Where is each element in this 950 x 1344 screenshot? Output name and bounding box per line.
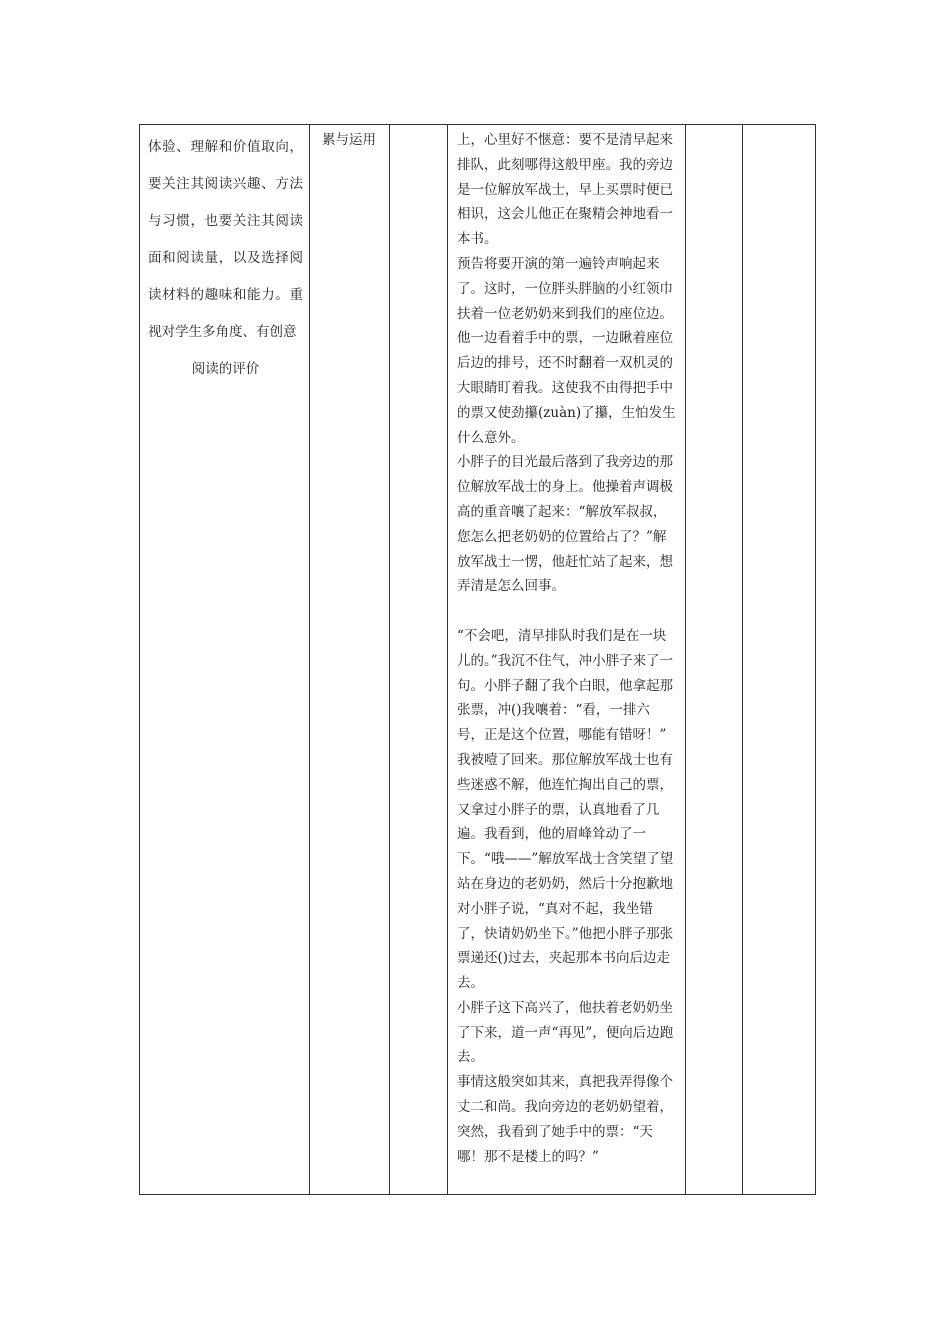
story-paragraph-1: 上，心里好不惬意：要不是清早起来排队，此刻哪得这般甲座。我的旁边是一位解放军战士，早上买票时便已相识，这会儿他正在聚精会神地看一本书。 — [457, 132, 673, 248]
empty-cell — [686, 125, 743, 1195]
unit-cell — [310, 125, 390, 1195]
evaluation-text: 体验、理解和价值取向，要关注其阅读兴趣、方法与习惯，也要关注其阅读面和阅读量，以及选择阅读材料的趣味和能力。重视对学生多角度、有创意 — [148, 139, 303, 340]
story-paragraph-5: 我被噎了回来。那位解放军战士也有些迷惑不解，他连忙掏出自己的票，又拿过小胖子的票，认真地看了几遍。我看到，他的眉峰耸动了一下。“哦——”解放军战士含笑望了望站在身边的老奶奶，然后十分抱歉地对小胖子说，“真对不起，我坐错了，快请奶奶坐下。”他把小胖子那张票递还()过去，夹起那本书向后边走去。 — [457, 751, 674, 992]
story-paragraph-7: 事情这般突如其来，真把我弄得像个丈二和尚。我向旁边的老奶奶望着，突然，我看到了她手中的票：“天哪！那不是楼上的吗？” — [457, 1074, 673, 1165]
story-paragraph-6: 小胖子这下高兴了，他扶着老奶奶坐了下来，道一声“再见”，便向后边跑去。 — [457, 999, 674, 1066]
story-paragraph-2: 预告将要开演的第一遍铃声响起来了。这时，一位胖头胖脑的小红领巾扶着一位老奶奶来到我们的座位边。他一边看着手中的票，一边瞅着座位后边的排号，还不时翻着一双机灵的大眼睛盯着我。这使我不由得把手中的票又使劲攥(zuàn)了攥，生怕发生什么意外。 — [457, 255, 676, 446]
paragraph-gap — [457, 599, 676, 624]
unit-label: 累与运用 — [322, 132, 376, 148]
story-cell — [448, 125, 686, 1195]
table-row — [140, 125, 816, 1195]
evaluation-text-end: 阅读的评价 — [191, 361, 260, 377]
empty-cell — [743, 125, 816, 1195]
story-paragraph-4: “不会吧，清早排队时我们是在一块儿的。”我沉不住气，冲小胖子来了一句。小胖子翻了我个白眼，他拿起那张票，冲()我嚷着：“看，一排六号，正是这个位置，哪能有错呀！” — [457, 627, 674, 744]
evaluation-cell — [140, 125, 310, 1195]
story-paragraph-3: 小胖子的目光最后落到了我旁边的那位解放军战士的身上。他操着声调极高的重音嚷了起来：“解放军叔叔，您怎么把老奶奶的位置给占了？”解放军战士一愣，他赶忙站了起来，想弄清是怎么回事。 — [457, 454, 673, 595]
lesson-table — [139, 124, 816, 1195]
empty-cell — [390, 125, 448, 1195]
